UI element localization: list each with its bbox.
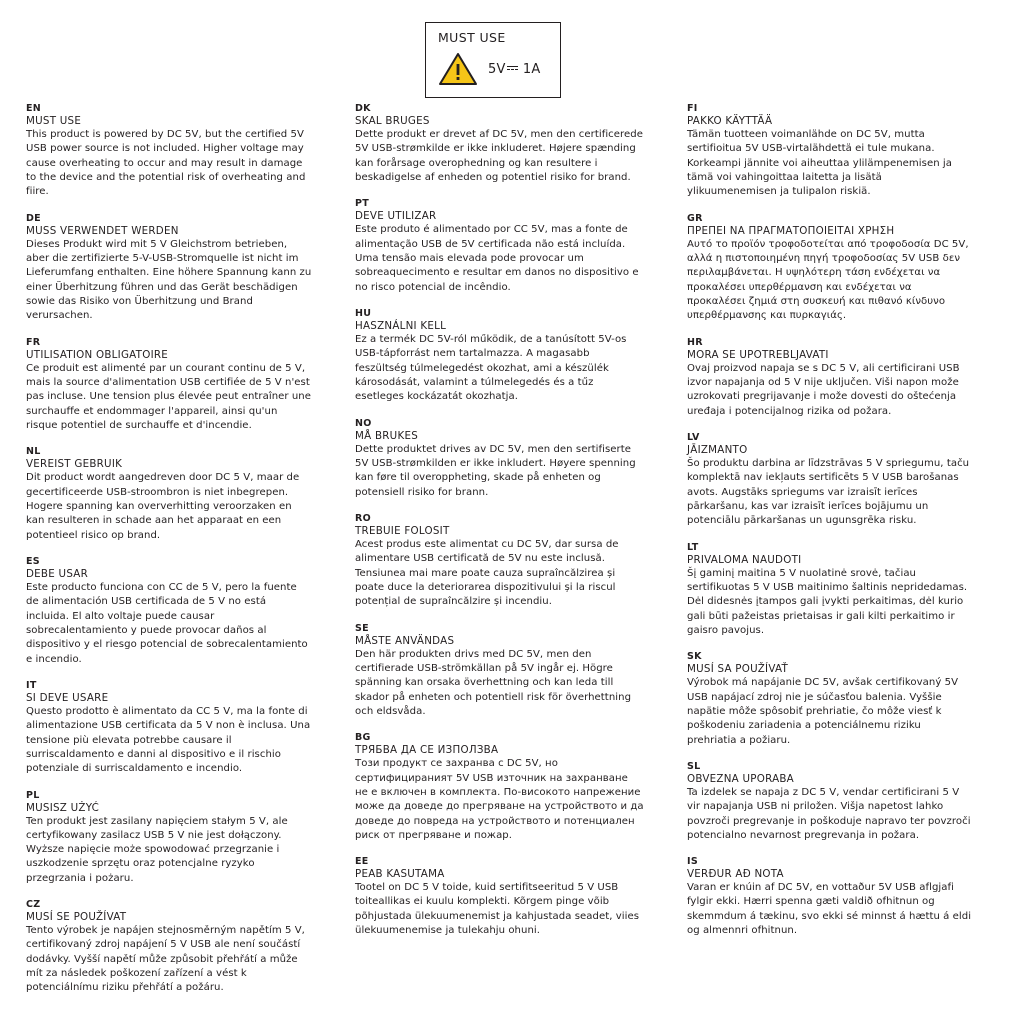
badge-row [438,51,550,87]
language-code: RO [355,512,371,524]
language-code: HR [687,336,703,348]
language-entry [26,680,312,777]
language-heading: VEREIST GEBRUIK [26,458,123,471]
language-heading: MUSÍ SE POUŽÍVAT [26,911,127,924]
must-use-badge [425,22,561,98]
language-heading: SI DEVE USARE [26,691,109,704]
language-body: Dit product wordt aangedreven door DC 5 V, maar de gecertificeerde USB-stroombron is niet inbegrepen. Hogere spanning kan oververhitting veroorzaken en kan resulteren in schade aan het apparaat en een potentieel risico op brand. [26,472,300,541]
language-code: NL [26,446,41,458]
language-heading: MUST USE [26,115,82,127]
language-body: Tootel on DC 5 V toide, kuid sertifitseeritud 5 V USB toiteallikas ei kuulu komplekti. Kõrgem pinge võib põhjustada ülekuumenemist ja kahjustada seadet, viies ülekuumenemise ja tulekahju ohuni. [355,882,640,937]
language-code: NO [355,417,372,429]
language-heading: DEVE UTILIZAR [355,210,437,223]
badge-voltage-value: 5V [488,61,506,77]
language-entry [355,198,644,295]
language-entry [26,899,312,996]
language-code: EN [26,103,42,114]
language-entry [26,337,312,434]
language-heading: DEBE USAR [26,567,88,580]
language-heading: SKAL BRUGES [355,115,430,127]
language-code: DK [355,103,371,114]
language-entry [687,761,972,843]
language-column-1 [0,103,330,1009]
language-body: Този продукт се захранва с DC 5V, но сертифицираният 5V USB източник на захранване не е включен в комплекта. По-високото напрежение може да доведе до прегряване на устройството и да доведе до повреда на устройството и потенциален риск от прегряване и пожар. [355,758,644,841]
language-code: SE [355,622,369,634]
language-code: IS [687,856,698,868]
language-heading: TREBUIE FOLOSIT [355,524,450,537]
language-body: Šį gaminį maitina 5 V nuolatinė srovė, tačiau sertifikuotas 5 V USB maitinimo šaltinis nepridedamas. Dėl didesnės įtampos gali įvykti perkaitimas, dėl kurio gali būti pažeistas prietaisas ir gali kilti perkaitimo ir gaisro pavojus. [687,567,968,636]
language-code: BG [355,732,371,744]
language-heading: UTILISATION OBLIGATOIRE [26,348,169,361]
language-heading: VERÐUR AÐ NOTA [687,868,784,881]
language-entry [26,103,312,200]
language-heading: MUSÍ SA POUŽÍVAŤ [687,663,788,676]
language-entry [355,418,644,500]
language-entry [687,213,972,324]
language-body: Ovaj proizvod napaja se s DC 5 V, ali certificirani USB izvor napajanja od 5 V nije uključen. Viši napon može uzrokovati pregrijavanje i može dovesti do oštećenja uređaja i potencijalnog rizika od požara. [687,362,960,417]
language-code: SK [687,651,702,663]
language-heading: PEAB KASUTAMA [355,868,445,881]
language-code: HU [355,307,372,319]
language-entry [687,542,972,639]
language-heading: PAKKO KÄYTTÄÄ [687,115,773,127]
language-code: FI [687,103,698,114]
language-body: Varan er knúin af DC 5V, en vottaður 5V USB aflgjafi fylgir ekki. Hærri spenna gæti valdið ofhitnun og skemmdum á tækinu, svo ekki sé minnst á hættu á eldi og almennri ofhitnun. [687,882,972,937]
language-code: EE [355,856,369,868]
language-heading: MÅSTE ANVÄNDAS [355,634,455,647]
language-body: Šo produktu darbina ar līdzstrāvas 5 V spriegumu, taču komplektā nav iekļauts sertificēts 5 V USB barošanas avots. Augstāks spriegums var izraisīt ierīces pārkaršanu, kas var izraisīt ierīces bojājumu un potenciālu pārkaršanas un ugunsgrēka risku. [687,457,970,527]
language-entry [355,732,644,843]
badge-voltage-rating [488,62,541,77]
language-code: IT [26,679,37,691]
language-heading: MÅ BRUKES [355,429,419,442]
warning-triangle-icon [438,51,478,87]
language-body: Questo prodotto è alimentato da CC 5 V, ma la fonte di alimentazione USB certificata da 5 V non è inclusa. Una tensione più elevata potrebbe causare il surriscaldamento e danni al dispositivo e il rischio potenziale di surriscaldamento e incendio. [26,705,311,775]
language-code: PL [26,789,40,801]
badge-title: MUST USE [438,30,506,45]
language-body: Dieses Produkt wird mit 5 V Gleichstrom betrieben, aber die zertifizierte 5-V-USB-Stromquelle ist nicht im Lieferumfang enthalten. Eine höhere Spannung kann zu einer Überhitzung führen und das Gerät beschädigen sowie das Risiko von Überhitzung und Brand verursachen. [26,238,312,322]
language-entry [355,308,644,405]
language-body: Ce produit est alimenté par un courant continu de 5 V, mais la source d'alimentation USB certifiée de 5 V n'est pas incluse. Une tension plus élevée peut entraîner une surchauffe et endommager l'appareil, ainsi qu'un risque potentiel de surchauffe et d'incendie. [26,362,312,431]
language-body: Den här produkten drivs med DC 5V, men den certifierade USB-strömkällan på 5V ingår ej. Högre spänning kan orsaka överhettning och kan leda till skador på enheten och potentiell risk för överhettning och eldsvåda. [355,648,632,717]
language-entry [26,556,312,667]
language-entry [687,103,972,200]
language-heading: ΠΡΕΠΕΙ ΝΑ ΠΡΑΓΜΑΤΟΠΟΙΕΙΤΑΙ ΧΡΗΣΗ [687,224,895,237]
language-heading: MUSISZ UŻYĆ [26,801,100,814]
language-heading: MUSS VERWENDET WERDEN [26,224,179,237]
language-body: Este producto funciona con CC de 5 V, pero la fuente de alimentación USB certificada de 5 V no está incluida. El alto voltaje puede causar sobrecalentamiento y puede provocar daños al dispositivo y el riesgo potencial de sobrecalentamiento e incendio. [26,581,308,665]
language-entry [355,513,644,610]
language-entry [687,337,972,419]
language-code: LT [687,541,699,553]
language-column-2 [330,103,660,1009]
language-code: CZ [26,899,41,911]
language-column-3 [660,103,990,1009]
language-columns [0,103,1024,1009]
language-body: Ten produkt jest zasilany napięciem stałym 5 V, ale certyfikowany zasilacz USB 5 V nie jest dołączony. Wyższe napięcie może spowodować przegrzanie i uszkodzenie sprzętu oraz potencjalne ryzyko przegrzania i pożaru. [26,815,288,884]
language-heading: PRIVALOMA NAUDOTI [687,553,802,566]
language-heading: HASZNÁLNI KELL [355,319,447,332]
language-heading: OBVEZNA UPORABA [687,772,794,785]
language-body: Výrobok má napájanie DC 5V, avšak certifikovaný 5V USB napájací zdroj nie je súčasťou balenia. Vyššie napätie môže spôsobiť prehriatie, čo môže viesť k poškodeniu zariadenia a potenciálnemu riziku prehriatia a požiaru. [687,677,959,746]
language-heading: ТРЯБВА ДА СЕ ИЗПОЛЗВА [355,744,499,757]
language-body: Este produto é alimentado por CC 5V, mas a fonte de alimentação USB de 5V certificada não está incluída. Uma tensão mais elevada pode provocar um sobreaquecimento e resultar em danos no dispositivo e no risco potencial de incêndio. [355,224,639,293]
language-body: Αυτό το προϊόν τροφοδοτείται από τροφοδοσία DC 5V, αλλά η πιστοποιημένη πηγή τροφοδοσίας 5V USB δεν περιλαμβάνεται. Η υψηλότερη τάση ενδέχεται να προκαλέσει υπερθέρμανση και ενδέχεται να προκαλέσει ζημιά στη συσκευή και πιθανό κίνδυνο υπερθέρμανσης και πυρκαγιάς. [687,238,969,322]
language-entry [26,790,312,887]
language-code: PT [355,198,370,210]
language-heading: JĀIZMANTO [687,443,748,456]
badge-current-value: 1A [522,61,541,77]
language-body: Ez a termék DC 5V-ról működik, de a tanúsított 5V-os USB-tápforrást nem tartalmazza. A magasabb feszültség túlmelegedést okozhat, ami a készülék károsodását, valamint a túlmelegedés és a tűz esetleges kockázatát okozhatja. [355,333,627,403]
language-entry [355,856,644,938]
language-code: ES [26,555,40,567]
language-body: Acest produs este alimentat cu DC 5V, dar sursa de alimentare USB certificată de 5V nu este inclusă. Tensiunea mai mare poate cauza supraîncălzirea și poate duce la deteriorarea dispozitivului și la riscul potențial de supraîncălzire și incendiu. [355,538,619,608]
dc-current-icon [507,64,518,74]
language-code: LV [687,431,700,443]
language-entry [355,103,644,185]
language-body: Dette produkt er drevet af DC 5V, men den certificerede 5V USB-strømkilde er ikke inkluderet. Højere spænding kan forårsage overophedning og kan resultere i beskadigelse af enheden og potentiel risiko for brand. [355,129,643,183]
language-entry [355,623,644,720]
language-code: GR [687,212,703,224]
language-body: This product is powered by DC 5V, but the certified 5V USB power source is not included. Higher voltage may cause overheating to occur and may result in damage to the device and the potential risk of overheating and fiire. [26,129,306,198]
language-entry [26,446,312,543]
language-entry [26,213,312,324]
language-entry [687,856,972,938]
language-code: SL [687,760,701,772]
language-body: Tento výrobek je napájen stejnosměrným napětím 5 V, certifikovaný zdroj napájení 5 V USB ale není součástí dodávky. Vyšší napětí může způsobit přehřátí a může mít za následek poškození zařízení a vést k potenciálnímu riziku přehřátí a požáru. [26,925,305,994]
language-heading: MORA SE UPOTREBLJAVATI [687,348,829,361]
language-body: Ta izdelek se napaja z DC 5 V, vendar certificirani 5 V vir napajanja USB ni priložen. Višja napetost lahko povzroči pregrevanje in poškoduje napravo ter povzroči potencialno nevarnost pregrevanja in požara. [687,786,971,841]
language-code: DE [26,212,41,224]
language-body: Tämän tuotteen voimanlähde on DC 5V, mutta sertifioitua 5V USB-virtalähdettä ei tule mukana. Korkeampi jännite voi aiheuttaa ylilämpenemisen ja tämä voi vahingoittaa laitetta ja lisätä ylikuumenemisen ja tulipalon riskiä. [687,129,953,198]
language-code: FR [26,336,41,348]
language-body: Dette produktet drives av DC 5V, men den sertifiserte 5V USB-strømkilden er ikke inkludert. Høyere spenning kan føre til overoppheting, skade på enheten og potensiell risiko for brann. [355,443,636,498]
language-entry [687,651,972,748]
language-entry [687,432,972,529]
